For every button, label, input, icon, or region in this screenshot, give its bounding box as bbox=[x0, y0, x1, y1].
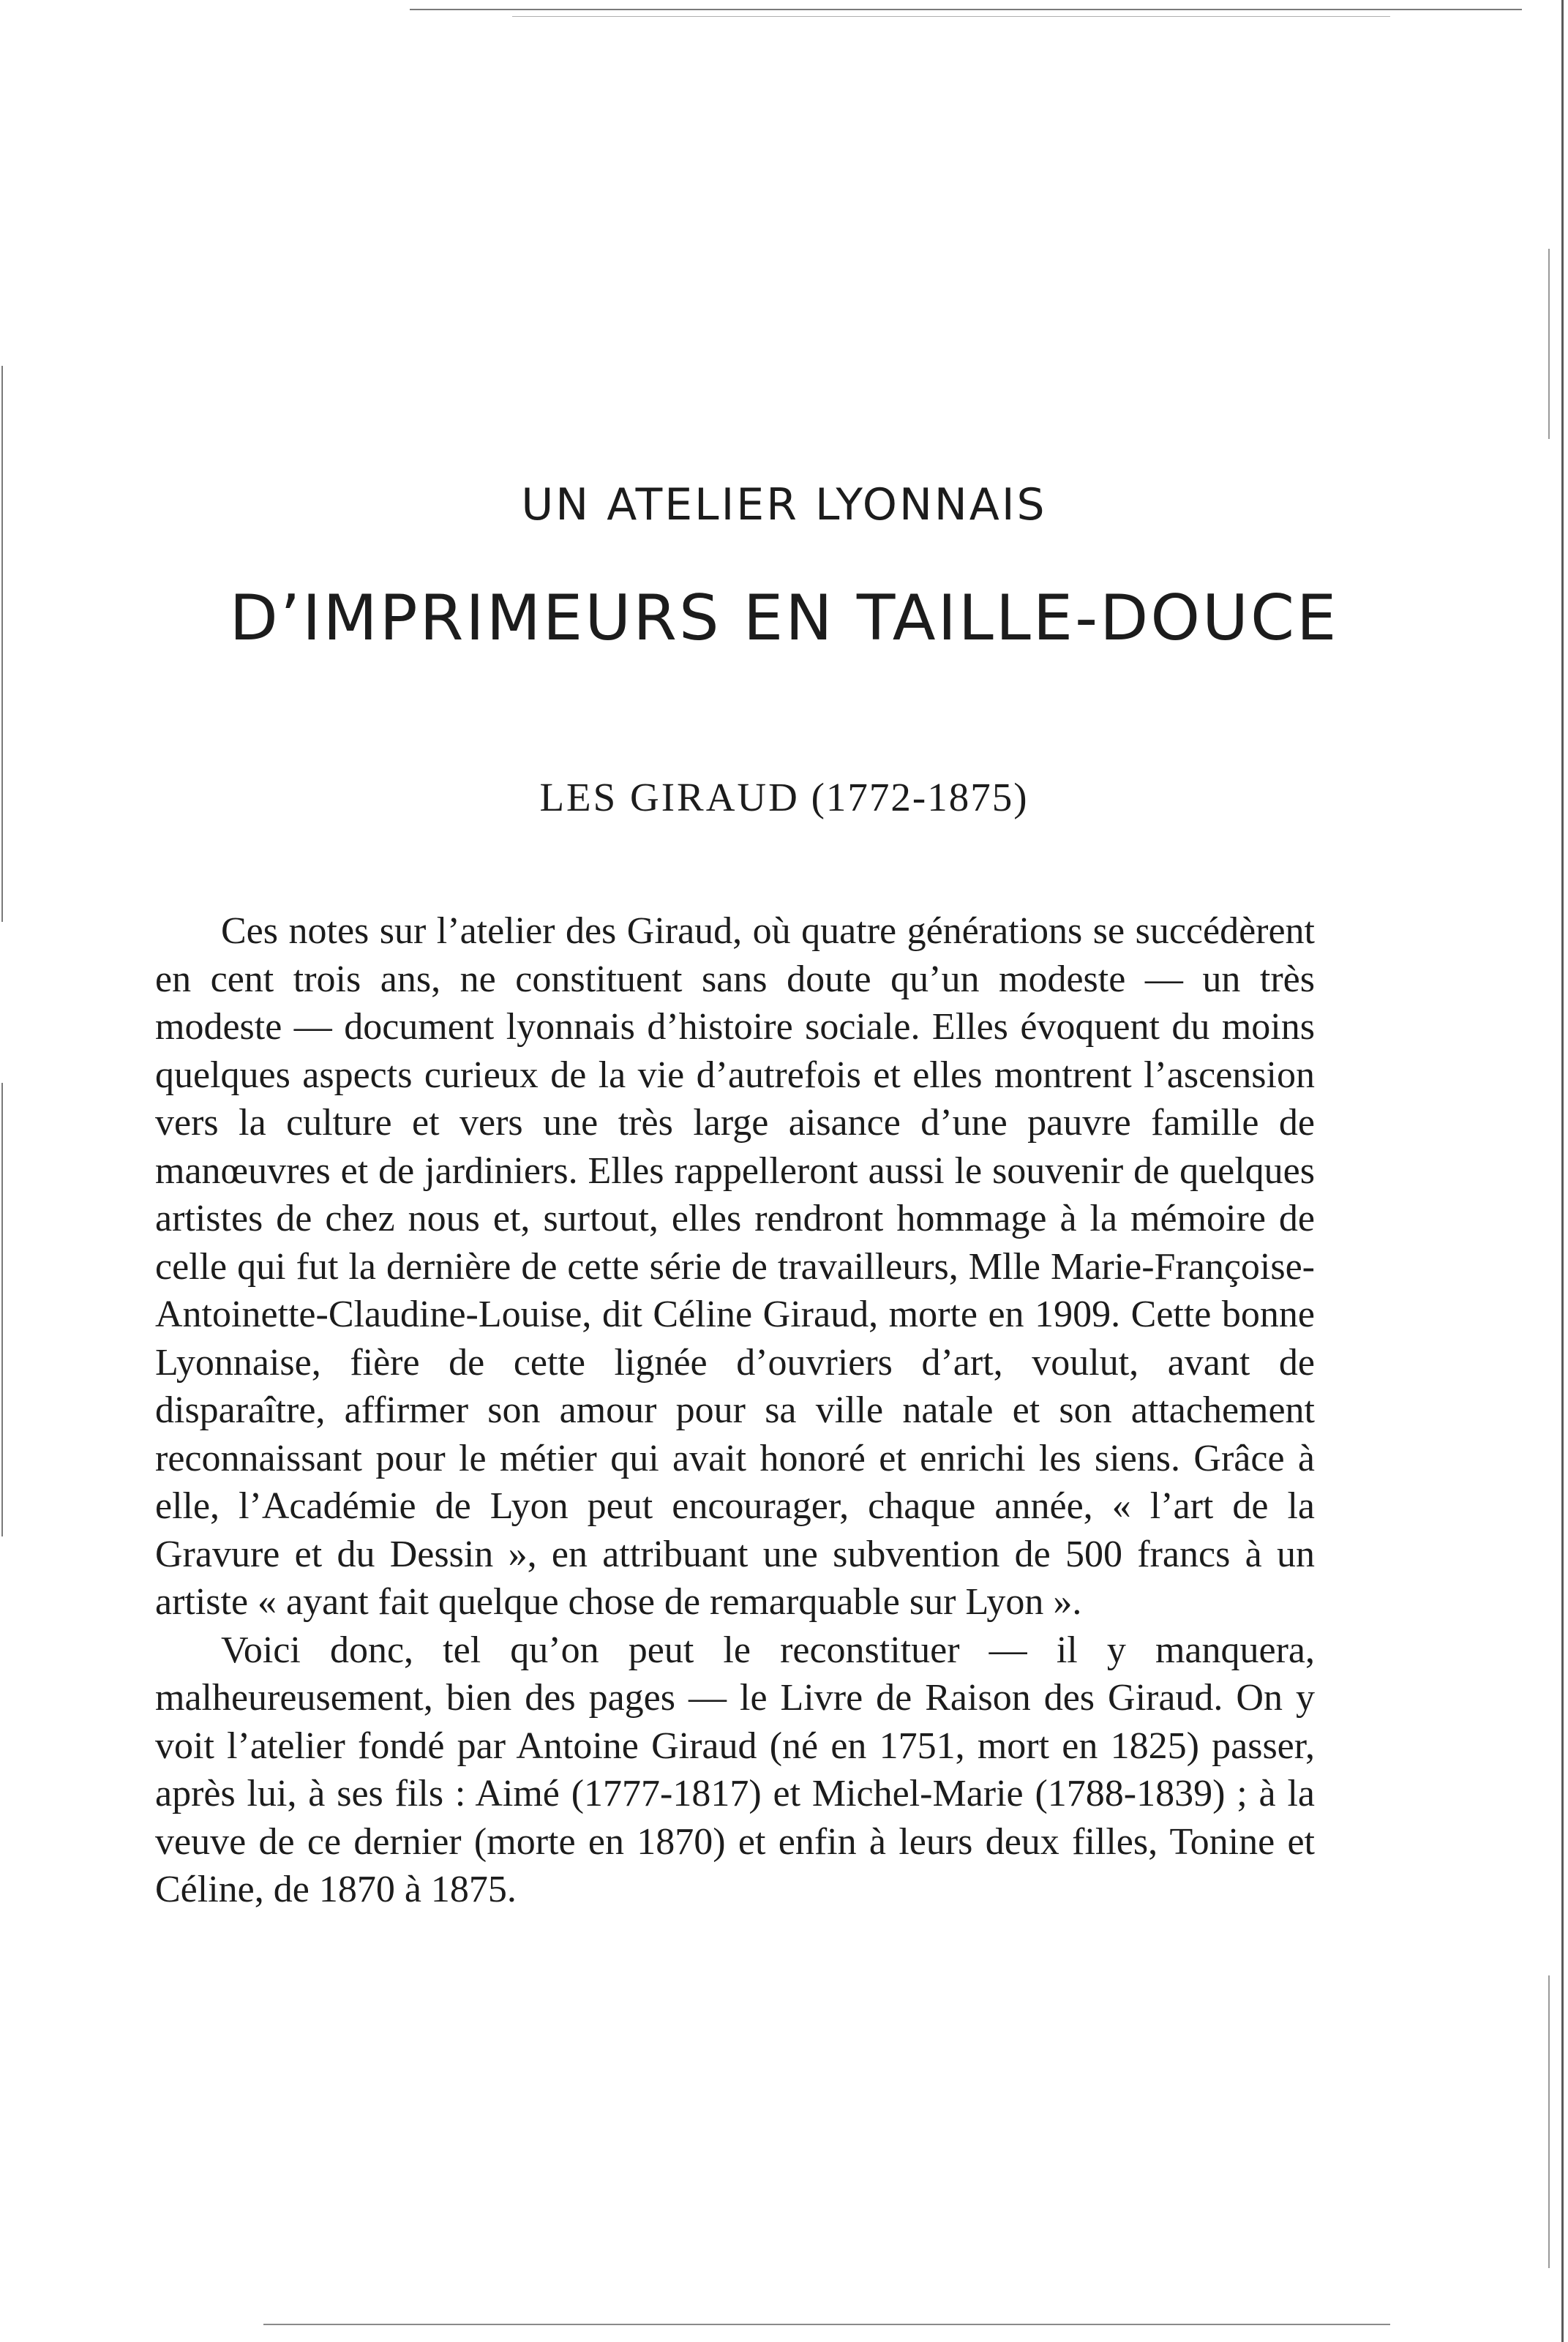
article-subtitle bbox=[0, 774, 1568, 820]
article-body bbox=[155, 907, 1315, 1914]
scan-bottom-edge bbox=[263, 2324, 1390, 2325]
subtitle-dates: (1772-1875) bbox=[811, 775, 1029, 819]
article-title: D’IMPRIMEURS EN TAILLE-DOUCE bbox=[229, 582, 1339, 655]
scan-top-edge bbox=[410, 9, 1522, 10]
scan-right-edge-inner bbox=[1548, 249, 1550, 439]
scan-top-edge-faint bbox=[512, 16, 1390, 17]
scan-right-edge bbox=[1561, 0, 1564, 2342]
paragraph: Ces notes sur l’atelier des Giraud, où quatre générations se succédèrent en cent trois ans, ne constituent sans doute qu’un modeste — un très modeste — document lyonnais d’histoire sociale. Elles évoquent du moins quelques aspects curieux de la vie d’autrefois et elles montrent l’ascension vers la culture et vers une très large aisance d’une pauvre famille de manœuvres et de jardiniers. Elles rappelleront aussi le souvenir de quelques artistes de chez nous et, surtout, elles rendront hommage à la mémoire de celle qui fut la dernière de cette série de travailleurs, Mlle Marie-Françoise-Antoinette-Claudine-Louise, dit Céline Giraud, morte en 1909. Cette bonne Lyonnaise, fière de cette lignée d’ouvriers d’art, voulut, avant de disparaître, affirmer son amour pour sa ville natale et son attachement reconnaissant pour le métier qui avait honoré et enrichi les siens. Grâce à elle, l’Académie de Lyon peut encourager, chaque année, « l’art de la Gravure et du Dessin », en attribuant une subvention de 500 francs à un artiste « ayant fait quelque chose de remarquable sur Lyon ». bbox=[155, 910, 1315, 1623]
scan-right-edge-inner-lower bbox=[1548, 1975, 1550, 2268]
article-kicker: UN ATELIER LYONNAIS bbox=[521, 479, 1047, 530]
scan-left-edge-lower bbox=[1, 1083, 3, 1536]
subtitle-name: LES GIRAUD bbox=[539, 775, 800, 819]
paragraph: Voici donc, tel qu’on peut le reconstituer — il y manquera, malheureusement, bien des pages — le Livre de Raison des Giraud. On y voit l’atelier fondé par Antoine Giraud (né en 1751, mort en 1825) passer, après lui, à ses fils : Aimé (1777-1817) et Michel-Marie (1788-1839) ; à la veuve de ce dernier (morte en 1870) et enfin à leurs deux filles, Tonine et Céline, de 1870 à 1875. bbox=[155, 1629, 1315, 1910]
